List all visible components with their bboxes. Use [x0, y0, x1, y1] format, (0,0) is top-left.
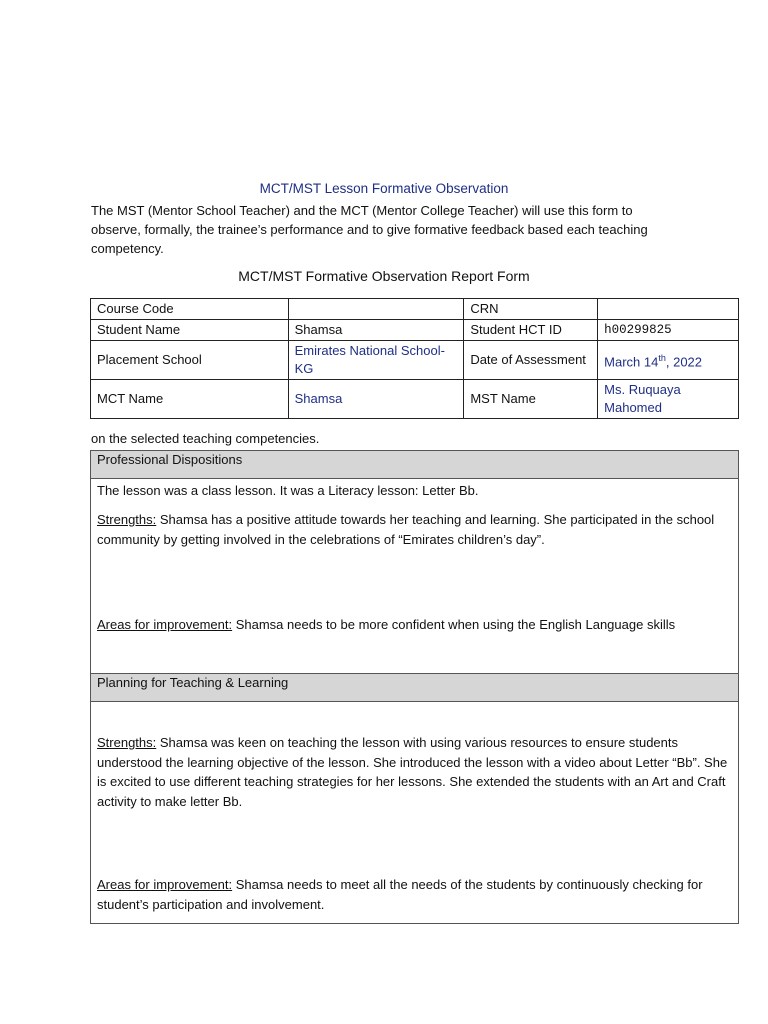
student-name-value: Shamsa	[288, 320, 464, 341]
professional-dispositions-section	[90, 450, 739, 674]
intro-paragraph: The MST (Mentor School Teacher) and the MCT (Mentor College Teacher) will use this form to observe, formally, the trainee’s performance and to give formative feedback based each teaching competency.	[91, 203, 648, 256]
mst-value: Ms. Ruquaya Mahomed	[598, 380, 739, 419]
student-id-label: Student HCT ID	[464, 320, 598, 341]
areas-text: Shamsa needs to be more confident when using the English Language skills	[232, 617, 676, 632]
mct-label: MCT Name	[91, 380, 289, 419]
areas-label: Areas for improvement:	[97, 617, 233, 632]
school-label: Placement School	[91, 341, 289, 380]
mst-label: MST Name	[464, 380, 598, 419]
strengths-label: Strengths:	[97, 735, 157, 750]
crn-label: CRN	[464, 299, 598, 320]
areas-paragraph	[97, 615, 730, 635]
date-value	[598, 341, 739, 380]
strengths-paragraph	[97, 733, 730, 811]
areas-text: Shamsa needs to meet all the needs of the students by continuously checking for student’s participation and involvement.	[97, 877, 703, 912]
date-label: Date of Assessment	[464, 341, 598, 380]
section-heading: Professional Dispositions	[91, 451, 738, 479]
strengths-text: Shamsa has a positive attitude towards her teaching and learning. She participated in the school community by getting involved in the celebrations of “Emirates children’s day”.	[97, 512, 715, 547]
report-title: MCT/MST Formative Observation Report Form	[238, 268, 530, 284]
table-row	[91, 341, 739, 380]
lesson-description: The lesson was a class lesson. It was a Literacy lesson: Letter Bb.	[97, 483, 479, 498]
table-row	[91, 380, 739, 419]
strengths-label: Strengths:	[97, 512, 157, 527]
planning-section	[90, 673, 739, 924]
table-row	[91, 299, 739, 320]
strengths-text: Shamsa was keen on teaching the lesson with using various resources to ensure students understood the learning objective of the lesson. She introduced the lesson with a video about Letter “Bb”. She is excited to use different teaching strategies for her lessons. She extended the students with an Art and Craft activity to make letter Bb.	[97, 735, 728, 809]
date-suffix: th	[658, 352, 666, 363]
strengths-paragraph	[97, 510, 730, 549]
student-name-label: Student Name	[91, 320, 289, 341]
table-row	[91, 320, 739, 341]
selected-competencies-note: on the selected teaching competencies.	[91, 431, 320, 446]
info-table	[90, 298, 739, 419]
student-id-value: h00299825	[598, 320, 739, 341]
date-year: , 2022	[665, 354, 703, 370]
section-heading: Planning for Teaching & Learning	[91, 674, 738, 702]
school-value: Emirates National School-KG	[288, 341, 464, 380]
areas-label: Areas for improvement:	[97, 877, 233, 892]
crn-value	[598, 299, 739, 320]
areas-paragraph	[97, 875, 730, 914]
course-code-label: Course Code	[91, 299, 289, 320]
mct-value: Shamsa	[288, 380, 464, 419]
form-title: MCT/MST Lesson Formative Observation	[259, 181, 509, 196]
date-month: March 14	[604, 354, 659, 370]
course-code-value	[288, 299, 464, 320]
